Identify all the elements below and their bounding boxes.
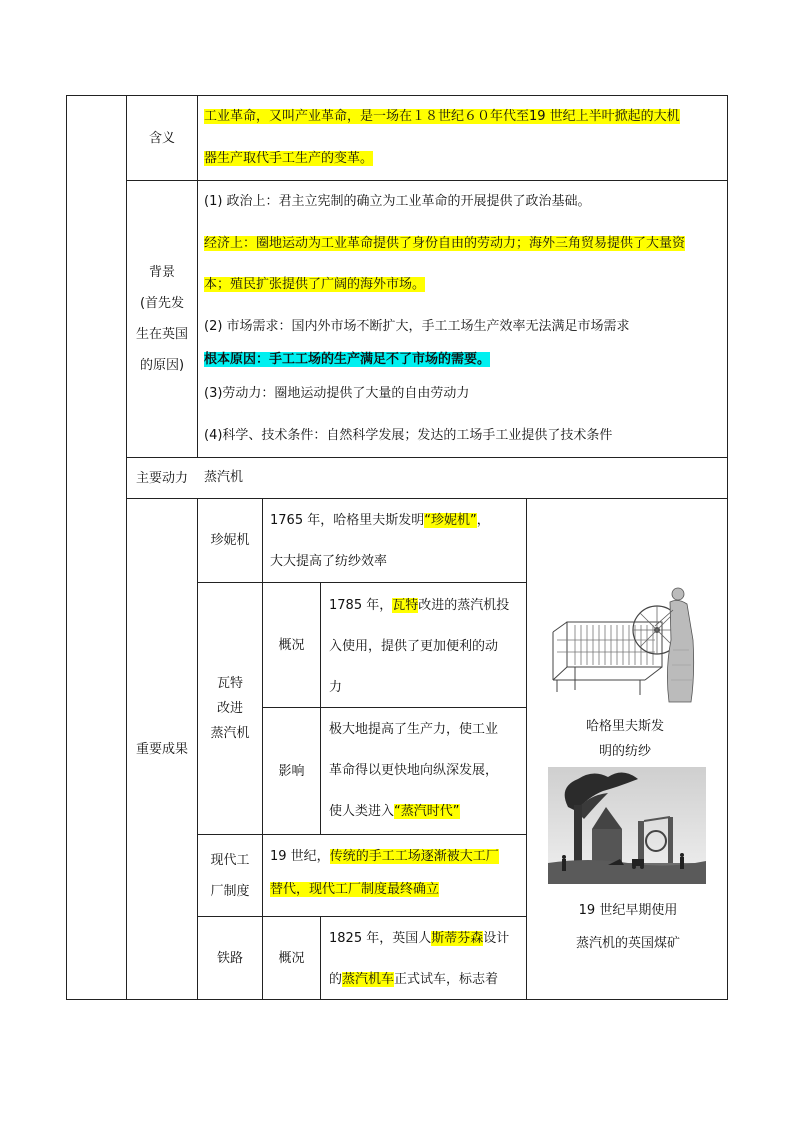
coal-mine-image [548,767,706,884]
power-label: 主要动力 [135,470,188,486]
row-line-meaning [126,180,727,181]
power-value: 蒸汽机 [204,470,244,485]
table-border-right [727,95,728,1000]
watt-name-highlight: 瓦特 [392,598,419,613]
jenny-label: 珍妮机 [210,533,250,548]
watt-label: 瓦特 改进 蒸汽机 [210,676,250,741]
railway-text: 1825 年，英国人斯蒂芬森设计 的蒸汽机车正式试车，标志着 [329,931,510,987]
spinning-jenny-image [545,580,705,710]
jenny-text: 1765 年，哈格里夫斯发明“珍妮机”， 大大提高了纺纱效率 [270,513,490,569]
col-line-2 [197,95,198,457]
meaning-text-2: 器生产取代手工生产的变革。 [204,151,374,166]
background-p2b: 本；殖民扩张提供了广阔的海外市场。 [204,277,426,292]
background-p2a: 经济上：圈地运动为工业革命提供了身份自由的劳动力；海外三角贸易提供了大量资 [204,236,686,251]
railway-overview-label: 概况 [278,950,305,966]
watt-overview-label: 概况 [278,637,305,653]
background-p4: 根本原因：手工工场的生产满足不了市场的需要。 [204,352,491,367]
meaning-line-2 [204,147,373,171]
watt-overview-text: 1785 年，瓦特改进的蒸汽机投 入使用，提供了更加便利的动 力 [329,598,510,695]
table-border-left [66,95,67,1000]
achievements-label: 重要成果 [135,741,188,757]
background-label: 背景 (首先发 生在英国 的原因) [135,265,188,373]
meaning-line-1 [204,105,680,129]
meaning-label: 含义 [148,130,175,146]
col-line-5 [526,498,527,1000]
col-line-4b [320,916,321,1000]
row-line-background [126,457,727,458]
col-line-3b [262,498,263,582]
mine-caption: 19 世纪早期使用 蒸汽机的英国煤矿 [575,903,680,951]
watt-impact-text: 极大地提高了生产力，使工业 革命得以更快地向纵深发展， 使人类进入“蒸汽时代” [329,722,499,819]
background-p5: (3)劳动力：圈地运动提供了大量的自由劳动力 [204,386,470,401]
factory-text: 19 世纪，传统的手工工场逐渐被大工厂 替代，现代工厂制度最终确立 [270,849,499,897]
factory-label: 现代工 厂制度 [210,852,250,899]
watt-impact-label: 影响 [278,763,305,779]
meaning-text-1: 工业革命，又叫产业革命，是一场在１８世纪６０年代至19 世纪上半叶掀起的大机 [204,109,680,124]
jenny-caption: 哈格里夫斯发 明的纺纱 [585,719,664,759]
background-p1: (1) 政治上：君主立宪制的确立为工业革命的开展提供了政治基础。 [204,194,591,209]
table-border-bottom [66,999,728,1000]
col-line-4 [320,582,321,834]
background-p6: (4)科学、技术条件：自然科学发展；发达的工场手工业提供了技术条件 [204,428,613,443]
background-p3: (2) 市场需求：国内外市场不断扩大，手工工场生产效率无法满足市场需求 [204,319,630,334]
railway-label: 铁路 [216,950,243,966]
